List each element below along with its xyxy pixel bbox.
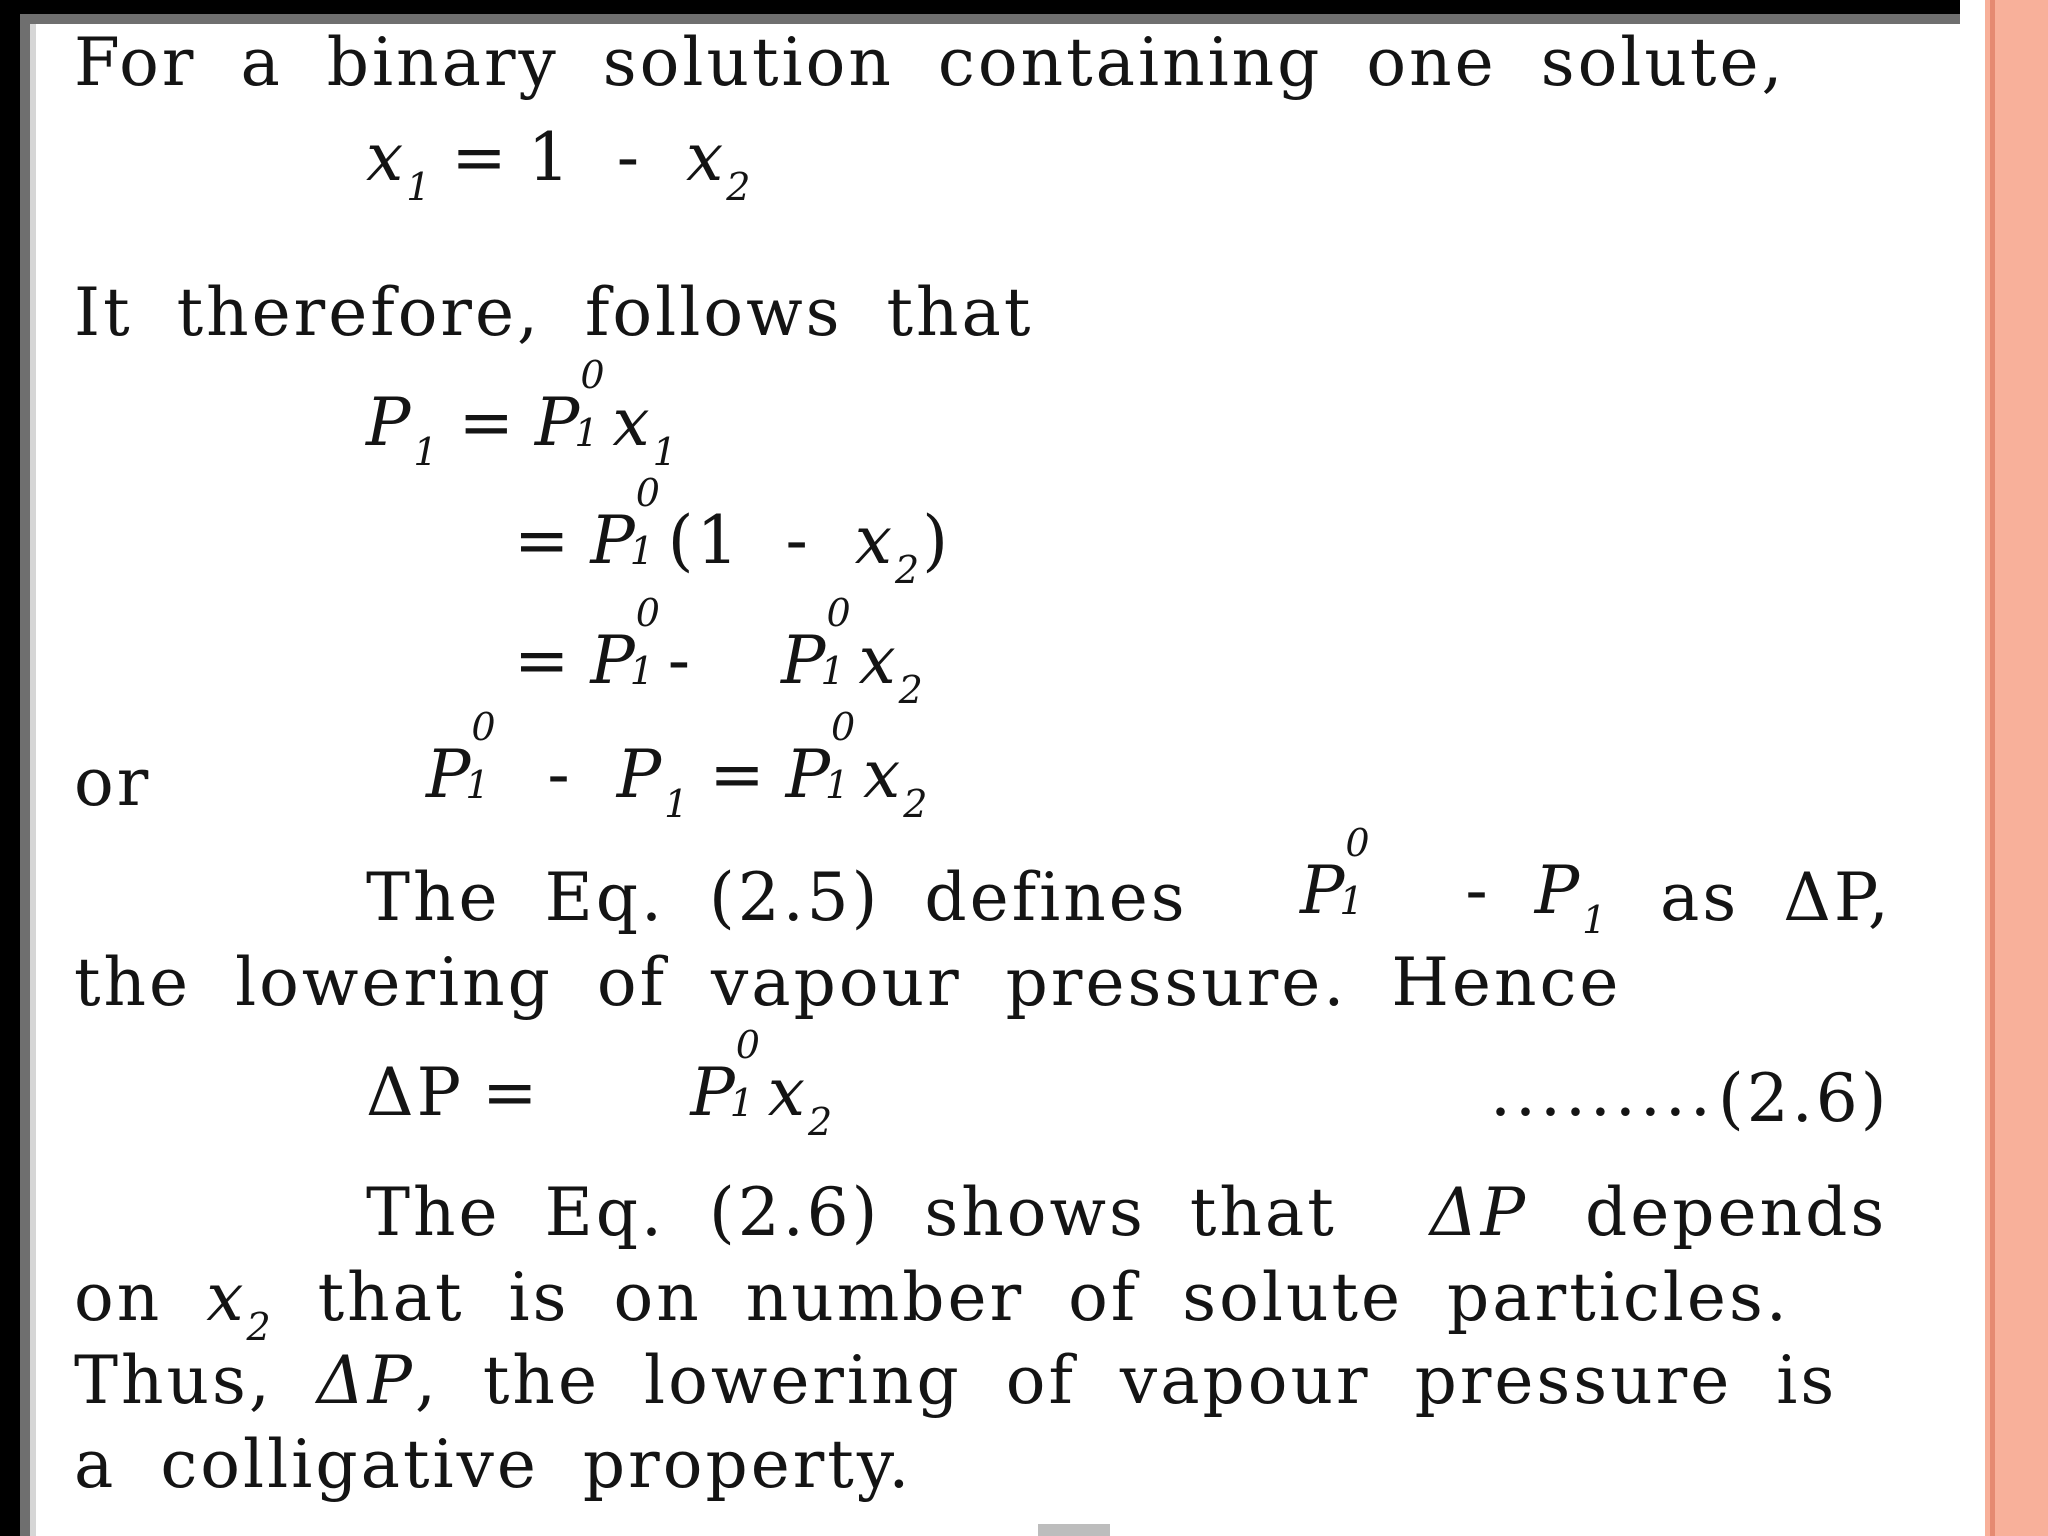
thus-line: Thus, ΔP, the lowering of vapour pressure is: [74, 1342, 1838, 1419]
eq26-delta-p: ΔP: [1430, 1174, 1529, 1251]
lowering-line: the lowering of vapour pressure. Hence: [74, 944, 1622, 1021]
document-page: [30, 24, 1962, 1536]
bottom-tab: [1038, 1524, 1110, 1536]
side-line: [1990, 0, 1995, 1536]
equation-or: P 0 1 - $P_1 = P$ 0 1 $x_2$: [426, 705, 931, 826]
eq25-text: The Eq. (2.5) defines: [366, 859, 1188, 936]
equation-26: ΔP = P 0 1 $x_2$: [366, 1023, 836, 1144]
conclusion-line: a colligative property.: [74, 1426, 913, 1503]
on-x2-line: on $x_2$ that is on number of solute particles.: [74, 1259, 1790, 1349]
equation-step3: = P 0 1 - P 0 1 $x_2$: [514, 591, 926, 712]
eq26-depends: depends: [1585, 1174, 1888, 1251]
equation-number: (2.6): [1718, 1060, 1890, 1137]
eq26-text: The Eq. (2.6) shows that: [366, 1174, 1337, 1251]
eq25-as-dp: as ΔP,: [1660, 859, 1892, 936]
follows-line: It therefore, follows that: [74, 274, 1034, 351]
equation-leader: .........: [1490, 1054, 1715, 1131]
equation-x1: $x_1 = 1 - x_2$: [366, 119, 754, 209]
intro-line: For a binary solution containing one solute,: [74, 24, 1786, 101]
eq25-expression: P 0 1 - $P_1$: [1300, 821, 1610, 942]
side-gap: [1960, 0, 1985, 1536]
or-label: or: [74, 744, 152, 821]
equation-step2: = P 0 1 $(1 - x_2)$: [514, 471, 951, 592]
equation-p1: $P_1 = P$ 0 1 $x_1$: [366, 353, 680, 474]
